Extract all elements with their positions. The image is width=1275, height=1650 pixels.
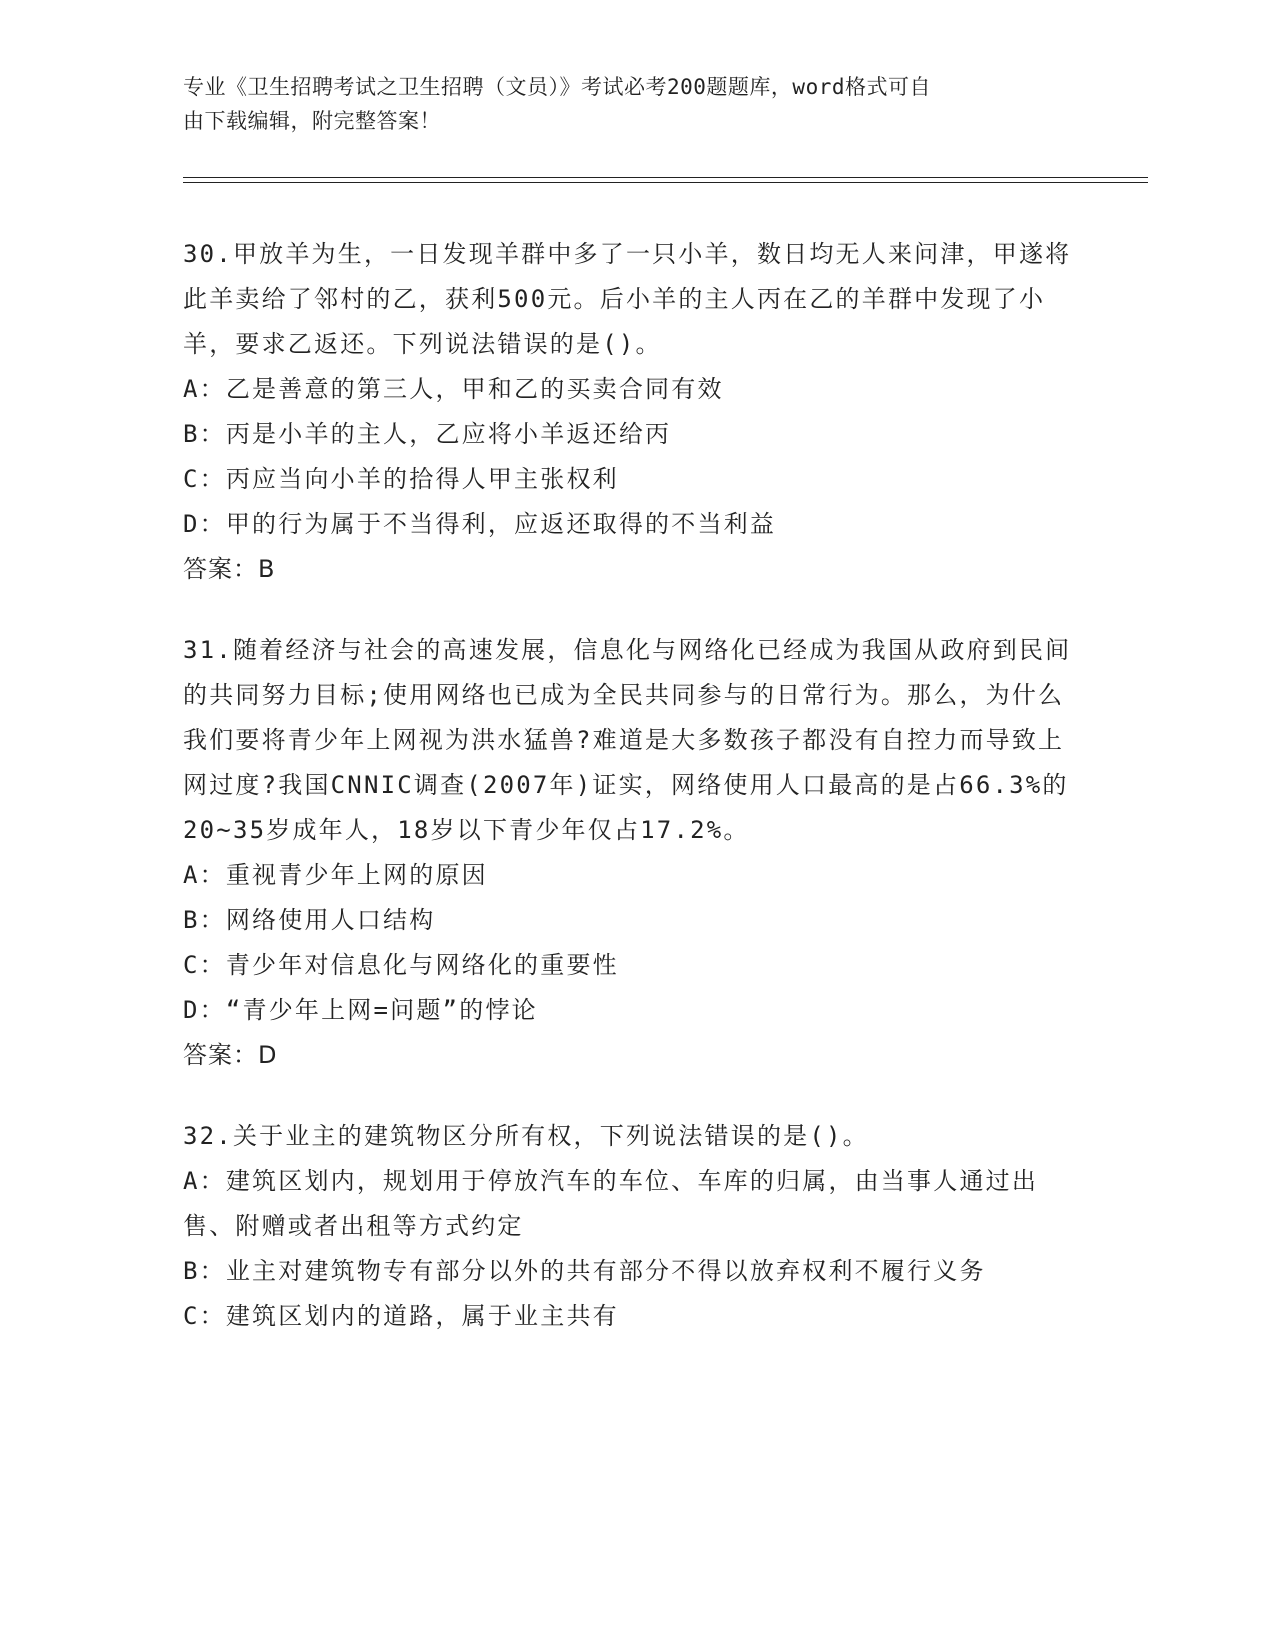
option-d: D：甲的行为属于不当得利，应返还取得的不当利益 [183, 510, 777, 538]
option-a: A：乙是善意的第三人，甲和乙的买卖合同有效 [183, 375, 724, 403]
question-text: 31.随着经济与社会的高速发展，信息化与网络化已经成为我国从政府到民间的共同努力目标;使用网络也已成为全民共同参与的日常行为。那么，为什么我们要将青少年上网视为洪水猛兽?难道是大多数孩子都没有自控力而导致上网过度?我国CNNIC调查(2007年)证实，网络使用人口最高的是占66.3%的20~35岁成年人，18岁以下青少年仅占17.2%。 [183, 636, 1072, 844]
option-b: B：网络使用人口结构 [183, 906, 436, 934]
header-rule-top [183, 177, 1148, 178]
option-b: B：业主对建筑物专有部分以外的共有部分不得以放弃权利不履行义务 [183, 1257, 986, 1285]
option-b: B：丙是小羊的主人，乙应将小羊返还给丙 [183, 420, 672, 448]
header-line-2: 由下载编辑，附完整答案！ [183, 109, 441, 133]
option-c: C：建筑区划内的道路，属于业主共有 [183, 1302, 619, 1330]
question-text: 32.关于业主的建筑物区分所有权，下列说法错误的是()。 [183, 1122, 869, 1150]
option-d: D：“青少年上网=问题”的悖论 [183, 996, 538, 1024]
question-list [183, 232, 1083, 1375]
document-header [183, 70, 1083, 138]
question-text: 30.甲放羊为生，一日发现羊群中多了一只小羊，数日均无人来问津，甲遂将此羊卖给了邻村的乙，获利500元。后小羊的主人丙在乙的羊群中发现了小羊，要求乙返还。下列说法错误的是()。 [183, 240, 1072, 358]
option-c: C：青少年对信息化与网络化的重要性 [183, 951, 619, 979]
header-line-1: 专业《卫生招聘考试之卫生招聘（文员）》考试必考200题题库，word格式可自 [183, 75, 931, 99]
answer-label: 答案：B [183, 555, 276, 583]
option-a: A：建筑区划内，规划用于停放汽车的车位、车库的归属，由当事人通过出售、附赠或者出租等方式约定 [183, 1167, 1039, 1240]
header-rule-bottom [183, 182, 1148, 183]
question-30 [183, 232, 1083, 592]
question-32 [183, 1114, 1083, 1339]
answer-label: 答案：D [183, 1041, 278, 1069]
option-a: A：重视青少年上网的原因 [183, 861, 488, 889]
option-c: C：丙应当向小羊的拾得人甲主张权利 [183, 465, 619, 493]
question-31 [183, 628, 1083, 1078]
